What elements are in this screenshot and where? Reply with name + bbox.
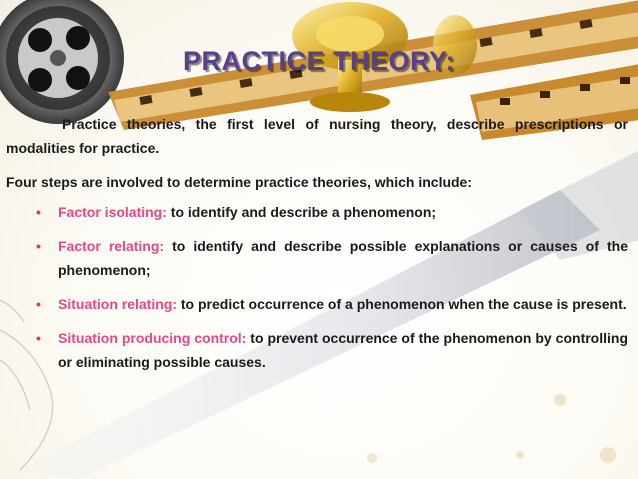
bullet-dot-icon: • xyxy=(36,296,41,312)
bullet-dot-icon: • xyxy=(36,204,41,220)
bubbles xyxy=(367,394,616,463)
bullet-item xyxy=(6,292,628,316)
bullet-term: Situation relating: xyxy=(58,296,177,312)
bullet-term: Factor isolating: xyxy=(58,204,167,220)
slide-body xyxy=(6,112,628,384)
bullet-text: to prevent occurrence of the phenomenon by controlling or eliminating possible causes. xyxy=(58,330,629,370)
bullet-dot-icon: • xyxy=(36,330,41,346)
lead-paragraph: Four steps are involved to determine practice theories, which include: xyxy=(6,174,473,190)
bullet-dot-icon: • xyxy=(36,238,41,254)
slide-title: PRACTICE THEORY: xyxy=(182,46,455,76)
bullet-item xyxy=(6,200,628,224)
bullet-term: Situation producing control: xyxy=(58,330,247,346)
bullet-list xyxy=(6,200,628,374)
bullet-text: to identify and describe possible explanations or causes of the phenomenon; xyxy=(58,238,629,278)
bullet-text: to predict occurrence of a phenomenon when the cause is present. xyxy=(177,296,627,312)
bullet-text: to identify and describe a phenomenon; xyxy=(166,204,437,220)
bullet-term: Factor relating: xyxy=(58,238,165,254)
intro-paragraph: Practice theories, the first level of nursing theory, describe prescriptions or modalities for practice. xyxy=(6,116,628,156)
bullet-item xyxy=(6,234,628,282)
bullet-item xyxy=(6,326,628,374)
